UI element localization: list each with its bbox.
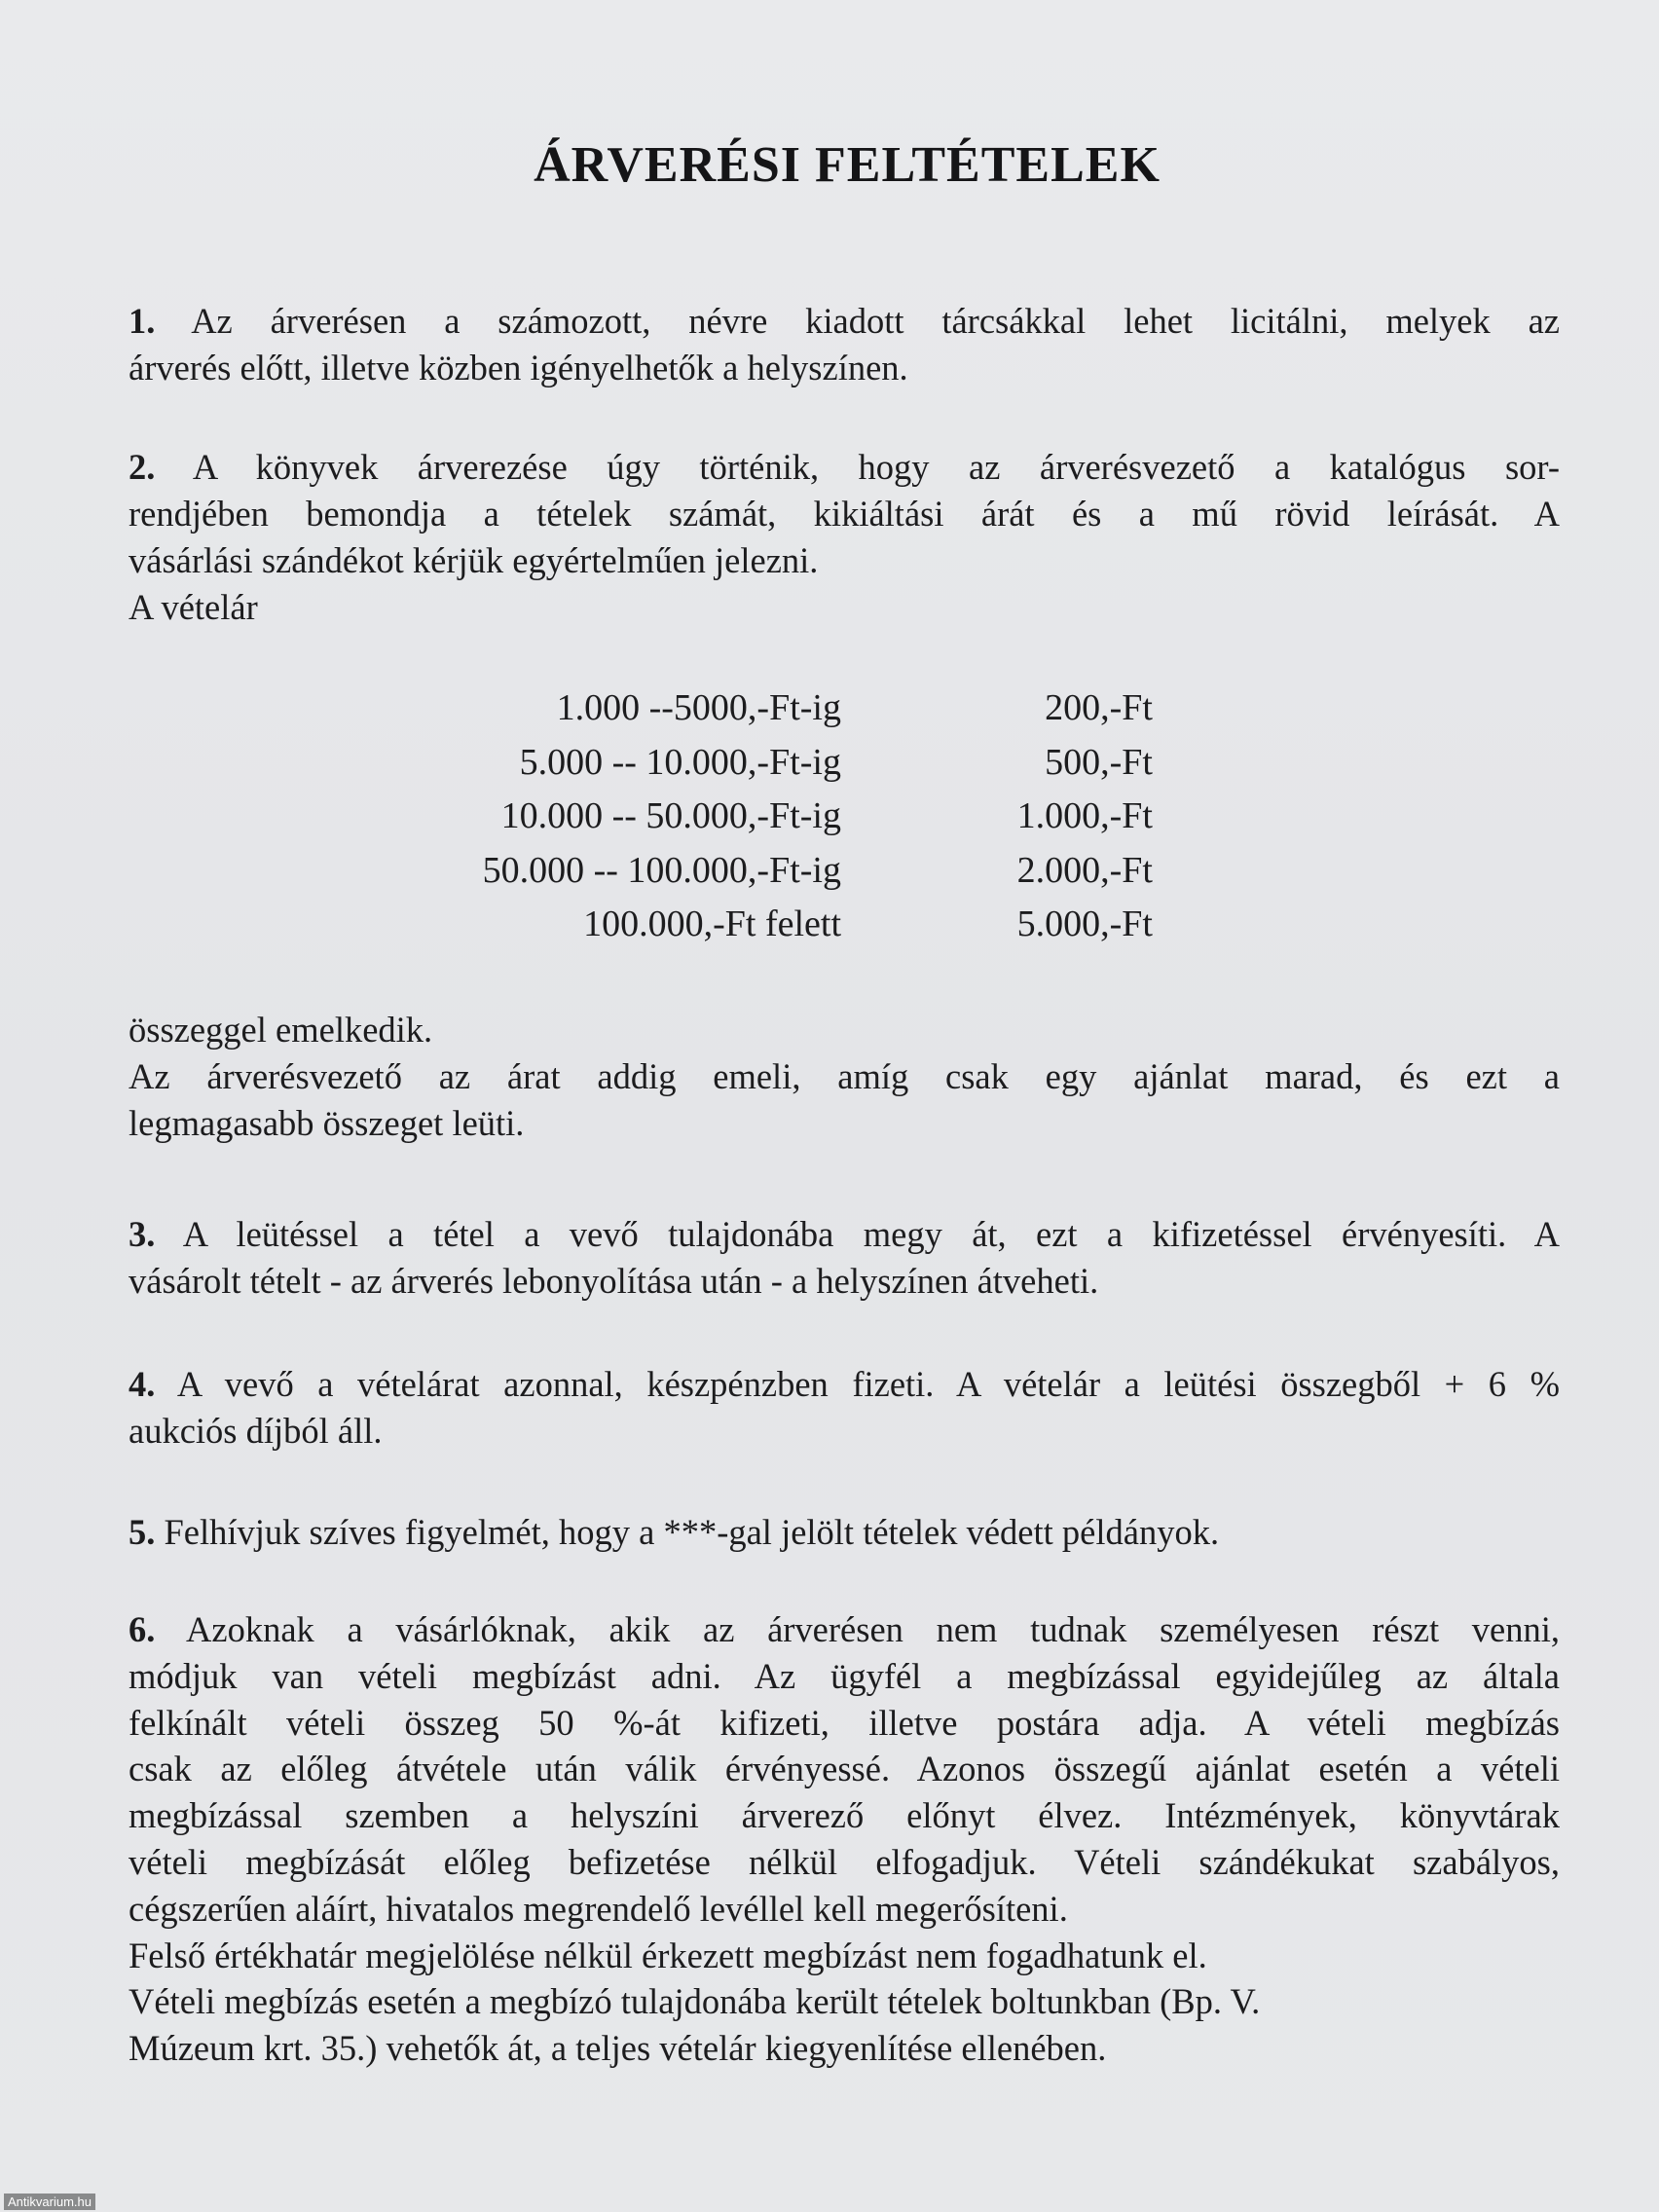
paragraph-3 xyxy=(129,1211,1560,1305)
paragraph-number: 4. xyxy=(129,1364,156,1404)
paragraph-line: csak az előleg átvétele után válik érvényessé. Azonos összegű ajánlat esetén a vételi xyxy=(129,1749,1560,1789)
paragraph-line: 6. Azoknak a vásárlóknak, akik az árverésen nem tudnak személyesen részt venni, xyxy=(129,1609,1560,1649)
paragraph-line: megbízással szemben a helyszíni árverező előnyt élvez. Intézmények, könyvtárak xyxy=(129,1795,1560,1836)
fee-amount: 500,-Ft xyxy=(1045,741,1153,783)
paragraph-line: árverés előtt, illetve közben igényelhetők a helyszínen. xyxy=(129,348,908,387)
fee-table xyxy=(370,682,1153,952)
paragraph-line: A vételár xyxy=(129,587,258,627)
fee-range: 100.000,-Ft felett xyxy=(583,903,841,944)
paragraph-line: 4. A vevő a vételárat azonnal, készpénzben fizeti. A vételár a leütési összegből + 6 % xyxy=(129,1364,1560,1404)
fee-range: 10.000 -- 50.000,-Ft-ig xyxy=(500,795,841,836)
paragraph-line: felkínált vételi összeg 50 %-át kifizeti, illetve postára adja. A vételi megbízás xyxy=(129,1702,1560,1743)
fee-row xyxy=(370,736,1153,791)
paragraph-line: 5. Felhívjuk szíves figyelmét, hogy a ***-gal jelölt tételek védett példányok. xyxy=(129,1512,1220,1552)
watermark: Antikvarium.hu xyxy=(4,2194,95,2210)
paragraph-line: vásárolt tételt - az árverés lebonyolítása után - a helyszínen átveheti. xyxy=(129,1261,1099,1301)
fee-amount: 2.000,-Ft xyxy=(1016,849,1153,891)
fee-range: 1.000 --5000,-Ft-ig xyxy=(556,687,841,728)
paragraph-2 xyxy=(129,444,1560,631)
paragraph-line: legmagasabb összeget leüti. xyxy=(129,1103,525,1143)
paragraph-line: vásárlási szándékot kérjük egyértelműen jelezni. xyxy=(129,540,819,580)
paragraph-number: 3. xyxy=(129,1214,156,1254)
paragraph-6 xyxy=(129,1606,1560,2072)
fee-row xyxy=(370,790,1153,844)
paragraph-4 xyxy=(129,1361,1560,1455)
fee-amount: 200,-Ft xyxy=(1045,687,1153,728)
paragraph-number: 5. xyxy=(129,1512,156,1552)
paragraph-number: 6. xyxy=(129,1609,156,1649)
paragraph-line: 1. Az árverésen a számozott, névre kiadott tárcsákkal lehet licitálni, melyek az xyxy=(129,301,1560,341)
paragraph-line: Az árverésvezető az árat addig emeli, amíg csak egy ajánlat marad, és ezt a xyxy=(129,1056,1560,1096)
paragraph-number: 2. xyxy=(129,447,156,487)
paragraph-2-continuation xyxy=(129,1007,1560,1147)
paragraph-line: Múzeum krt. 35.) vehetők át, a teljes vételár kiegyenlítése ellenében. xyxy=(129,2028,1107,2069)
paragraph-5 xyxy=(129,1509,1560,1556)
paragraph-line: Vételi megbízás esetén a megbízó tulajdonába került tételek boltunkban (Bp. V. xyxy=(129,1981,1261,2022)
paragraph-line: módjuk van vételi megbízást adni. Az ügyfél a megbízással egyidejűleg az általa xyxy=(129,1655,1560,1696)
fee-amount: 5.000,-Ft xyxy=(1016,903,1153,944)
paragraph-line: összeggel emelkedik. xyxy=(129,1010,433,1050)
paragraph-line: vételi megbízását előleg befizetése nélkül elfogadjuk. Vételi szándékukat szabályos, xyxy=(129,1841,1560,1882)
fee-row xyxy=(370,898,1153,952)
paragraph-1 xyxy=(129,298,1560,391)
paragraph-line: 2. A könyvek árverezése úgy történik, hogy az árverésvezető a katalógus sor- xyxy=(129,447,1560,487)
fee-range: 5.000 -- 10.000,-Ft-ig xyxy=(519,741,841,783)
page-title: ÁRVERÉSI FELTÉTELEK xyxy=(534,137,1161,193)
fee-row xyxy=(370,844,1153,899)
fee-range: 50.000 -- 100.000,-Ft-ig xyxy=(482,849,841,891)
fee-amount: 1.000,-Ft xyxy=(1016,795,1153,836)
paragraph-line: Felső értékhatár megjelölése nélkül érkezett megbízást nem fogadhatunk el. xyxy=(129,1935,1207,1975)
paragraph-line: 3. A leütéssel a tétel a vevő tulajdonába megy át, ezt a kifizetéssel érvényesíti. A xyxy=(129,1214,1560,1254)
paragraph-line: cégszerűen aláírt, hivatalos megrendelő levéllel kell megerősíteni. xyxy=(129,1888,1068,1929)
paragraph-line: rendjében bemondja a tételek számát, kikiáltási árát és a mű rövid leírását. A xyxy=(129,494,1560,534)
paragraph-number: 1. xyxy=(129,301,156,341)
fee-row xyxy=(370,682,1153,736)
paragraph-line: aukciós díjból áll. xyxy=(129,1411,383,1451)
